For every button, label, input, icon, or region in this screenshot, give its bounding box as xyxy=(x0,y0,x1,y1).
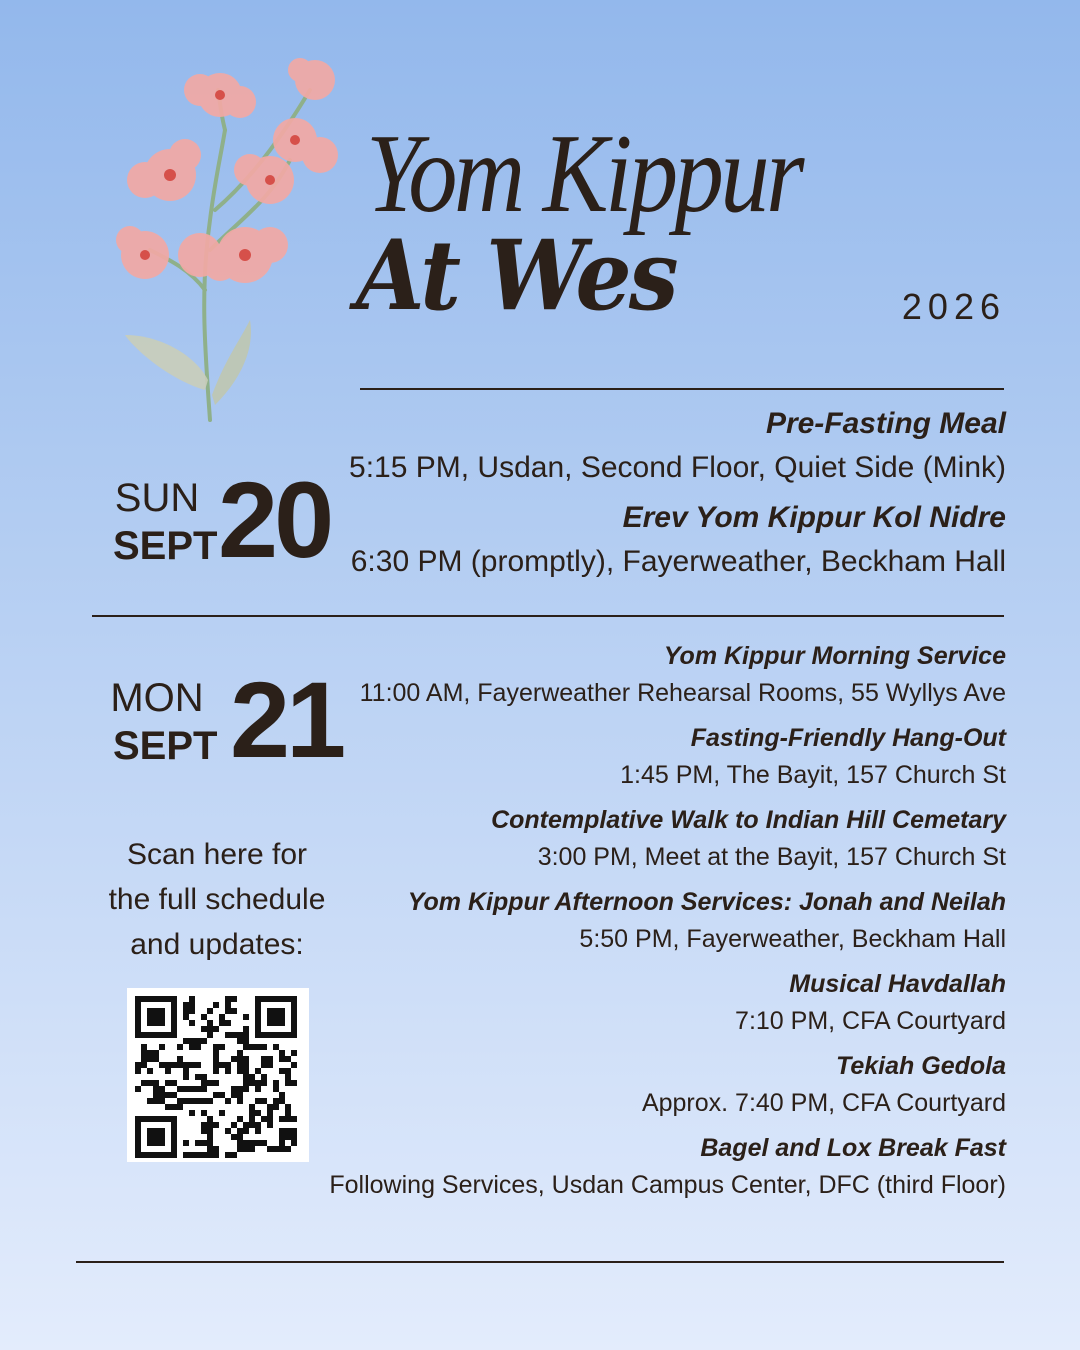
qr-module xyxy=(285,1056,291,1062)
event-title: Yom Kippur Morning Service xyxy=(663,642,1006,670)
qr-module xyxy=(279,1068,285,1074)
qr-module xyxy=(285,1128,291,1134)
qr-module xyxy=(243,1068,249,1074)
qr-module xyxy=(267,1116,273,1122)
qr-module xyxy=(195,1074,201,1080)
qr-module xyxy=(255,1068,261,1074)
day1-events xyxy=(306,407,1006,595)
qr-module xyxy=(231,1092,237,1098)
qr-module xyxy=(201,1128,207,1134)
qr-module xyxy=(159,1044,165,1050)
qr-module xyxy=(147,1128,165,1146)
qr-module xyxy=(183,1038,189,1044)
qr-module xyxy=(147,1080,153,1086)
qr-module xyxy=(159,1092,165,1098)
qr-module xyxy=(189,1098,195,1104)
qr-module xyxy=(249,1104,255,1110)
qr-module xyxy=(213,1080,219,1086)
qr-module xyxy=(219,1110,225,1116)
qr-module xyxy=(261,1056,267,1062)
qr-module xyxy=(147,1008,165,1026)
qr-module xyxy=(237,1140,243,1146)
qr-module xyxy=(231,1134,237,1140)
qr-module xyxy=(201,1086,207,1092)
year: 2026 xyxy=(901,286,1006,327)
qr-module xyxy=(207,1098,213,1104)
qr-module xyxy=(153,1080,159,1086)
qr-module xyxy=(153,1098,159,1104)
qr-module xyxy=(207,1008,213,1014)
qr-module xyxy=(237,1050,243,1056)
qr-module xyxy=(261,1140,267,1146)
qr-module xyxy=(285,1110,291,1116)
qr-module xyxy=(225,1002,231,1008)
qr-module xyxy=(183,1014,189,1020)
scan-prompt xyxy=(90,832,344,967)
qr-module xyxy=(249,1110,255,1116)
qr-module xyxy=(195,1098,201,1104)
qr-module xyxy=(231,1056,237,1062)
qr-module xyxy=(225,1152,231,1158)
qr-module xyxy=(213,1044,219,1050)
qr-module xyxy=(243,1032,249,1038)
qr-module xyxy=(189,1038,195,1044)
event-title: Bagel and Lox Break Fast xyxy=(700,1134,1006,1162)
qr-module xyxy=(255,1080,261,1086)
qr-module xyxy=(135,1086,141,1092)
qr-module xyxy=(189,1062,195,1068)
event-detail: 1:45 PM, The Bayit, 157 Church St xyxy=(620,761,1006,789)
qr-module xyxy=(243,1146,249,1152)
qr-module xyxy=(237,1056,243,1062)
qr-module xyxy=(255,1044,261,1050)
qr-module xyxy=(213,1122,219,1128)
qr-module xyxy=(285,1074,291,1080)
qr-module xyxy=(291,1134,297,1140)
qr-module xyxy=(225,1020,231,1026)
qr-module xyxy=(183,1098,189,1104)
qr-module xyxy=(243,1080,249,1086)
event-detail: 3:00 PM, Meet at the Bayit, 157 Church St xyxy=(537,843,1006,871)
qr-module xyxy=(171,1062,177,1068)
qr-module xyxy=(279,1050,285,1056)
qr-module xyxy=(219,1014,225,1020)
qr-module xyxy=(201,1014,207,1020)
qr-module xyxy=(243,1074,249,1080)
qr-module xyxy=(189,1044,195,1050)
title-line1: Yom Kippur xyxy=(366,112,801,236)
qr-module xyxy=(273,1146,279,1152)
qr-module xyxy=(237,1098,243,1104)
qr-module xyxy=(243,1140,249,1146)
event-title: Yom Kippur Afternoon Services: Jonah and Neilah xyxy=(407,888,1006,916)
qr-module xyxy=(267,1056,273,1062)
qr-module xyxy=(183,1074,189,1080)
qr-module xyxy=(177,1044,183,1050)
event-title: Musical Havdallah xyxy=(789,970,1006,998)
qr-module xyxy=(159,1086,165,1092)
divider-middle xyxy=(92,615,1004,617)
qr-module xyxy=(165,1062,171,1068)
event-detail: 5:50 PM, Fayerweather, Beckham Hall xyxy=(579,925,1006,953)
qr-module xyxy=(183,1152,189,1158)
qr-module xyxy=(255,1110,261,1116)
event-title: Erev Yom Kippur Kol Nidre xyxy=(622,501,1006,534)
qr-module xyxy=(213,1092,219,1098)
qr-module xyxy=(201,1152,207,1158)
qr-module xyxy=(261,1062,267,1068)
qr-module xyxy=(219,1044,225,1050)
qr-module xyxy=(285,1134,291,1140)
qr-module xyxy=(189,1008,195,1014)
qr-module xyxy=(261,1074,267,1080)
qr-module xyxy=(279,1140,285,1146)
scan-line3: and updates: xyxy=(130,928,304,961)
qr-module xyxy=(177,1062,183,1068)
scan-line2: the full schedule xyxy=(108,883,326,916)
qr-module xyxy=(225,1128,231,1134)
qr-module xyxy=(147,1056,153,1062)
qr-module xyxy=(165,1068,171,1074)
event-item xyxy=(306,887,1006,954)
qr-module xyxy=(213,1056,219,1062)
qr-module xyxy=(231,1086,237,1092)
qr-module xyxy=(273,1080,279,1086)
qr-module xyxy=(291,1050,297,1056)
qr-module xyxy=(177,1098,183,1104)
qr-module xyxy=(189,996,195,1002)
qr-module xyxy=(243,1026,249,1032)
qr-module xyxy=(147,1068,153,1074)
qr-module xyxy=(243,1044,249,1050)
qr-module xyxy=(225,1032,231,1038)
qr-module xyxy=(231,1122,237,1128)
qr-module xyxy=(255,1122,261,1128)
qr-module xyxy=(177,1056,183,1062)
event-item xyxy=(306,723,1006,790)
qr-module xyxy=(225,1098,231,1104)
qr-module xyxy=(183,1008,189,1014)
qr-module xyxy=(141,1050,147,1056)
qr-module xyxy=(285,1104,291,1110)
qr-module xyxy=(261,1044,267,1050)
qr-module xyxy=(207,1140,213,1146)
day2-date: 21 xyxy=(230,659,343,780)
event-item xyxy=(306,641,1006,708)
qr-module xyxy=(249,1116,255,1122)
qr-module xyxy=(285,1146,291,1152)
qr-module xyxy=(195,1140,201,1146)
qr-module xyxy=(243,1056,249,1062)
qr-module xyxy=(183,1068,189,1074)
qr-module xyxy=(207,1134,213,1140)
qr-module xyxy=(141,1044,147,1050)
qr-module xyxy=(273,1104,279,1110)
qr-module xyxy=(195,1152,201,1158)
qr-module xyxy=(261,1116,267,1122)
qr-module xyxy=(141,1056,147,1062)
qr-module xyxy=(243,1038,249,1044)
scan-line1: Scan here for xyxy=(126,838,308,871)
qr-module xyxy=(279,1098,285,1104)
qr-module xyxy=(189,1152,195,1158)
qr-module xyxy=(237,1086,243,1092)
day2-weekday: MON xyxy=(110,676,204,720)
qr-module xyxy=(267,1062,273,1068)
qr-module xyxy=(171,1080,177,1086)
qr-module xyxy=(249,1146,255,1152)
qr-module xyxy=(291,1062,297,1068)
qr-module xyxy=(231,1008,237,1014)
qr-module xyxy=(159,1062,165,1068)
qr-module xyxy=(207,1080,213,1086)
qr-module xyxy=(207,1122,213,1128)
qr-module xyxy=(255,1140,261,1146)
qr-module xyxy=(261,1080,267,1086)
qr-module xyxy=(243,1122,249,1128)
qr-module xyxy=(243,1086,249,1092)
day1-weekday: SUN xyxy=(114,476,200,520)
qr-module xyxy=(285,1080,291,1086)
qr-module xyxy=(273,1086,279,1092)
qr-module xyxy=(219,1020,225,1026)
qr-module xyxy=(237,1134,243,1140)
qr-module xyxy=(267,1008,285,1026)
title-line2: At Wes xyxy=(356,219,676,332)
qr-module xyxy=(231,996,237,1002)
event-detail: Following Services, Usdan Campus Center, DFC (third Floor) xyxy=(329,1171,1006,1199)
qr-module xyxy=(249,1140,255,1146)
qr-module xyxy=(207,1116,213,1122)
qr-module xyxy=(195,1086,201,1092)
event-detail: 5:15 PM, Usdan, Second Floor, Quiet Side (Mink) xyxy=(349,451,1006,484)
qr-module xyxy=(153,1086,159,1092)
qr-module xyxy=(153,1056,159,1062)
divider-top xyxy=(360,388,1004,390)
qr-module xyxy=(153,1092,159,1098)
qr-module xyxy=(177,1104,183,1110)
qr-module xyxy=(279,1128,285,1134)
qr-module xyxy=(141,1062,147,1068)
qr-module xyxy=(159,1098,165,1104)
event-item xyxy=(306,805,1006,872)
qr-module xyxy=(171,1092,177,1098)
qr-module xyxy=(237,1062,243,1068)
event-item xyxy=(306,407,1006,485)
qr-module xyxy=(255,1086,261,1092)
qr-module xyxy=(261,1098,267,1104)
qr-module xyxy=(207,1152,213,1158)
qr-module xyxy=(195,1044,201,1050)
qr-module xyxy=(285,1116,291,1122)
qr-module xyxy=(237,1128,243,1134)
qr-module xyxy=(255,1128,261,1134)
qr-module xyxy=(219,1092,225,1098)
qr-module xyxy=(291,1116,297,1122)
event-detail: 11:00 AM, Fayerweather Rehearsal Rooms, 55 Wyllys Ave xyxy=(359,679,1006,707)
qr-module xyxy=(201,1074,207,1080)
qr-module xyxy=(291,1128,297,1134)
qr-module xyxy=(213,1068,219,1074)
qr-module xyxy=(267,1110,273,1116)
qr-module xyxy=(279,1056,285,1062)
day2-events xyxy=(306,641,1006,1215)
qr-module xyxy=(219,1062,225,1068)
qr-module xyxy=(165,1104,171,1110)
qr-module xyxy=(249,1044,255,1050)
qr-module xyxy=(201,1026,207,1032)
qr-module xyxy=(189,1002,195,1008)
day1-month: SEPT xyxy=(113,524,218,568)
event-detail: 6:30 PM (promptly), Fayerweather, Beckham Hall xyxy=(350,545,1006,578)
qr-module xyxy=(291,1140,297,1146)
qr-module xyxy=(273,1044,279,1050)
qr-module xyxy=(231,1152,237,1158)
qr-module xyxy=(213,1146,219,1152)
event-title: Contemplative Walk to Indian Hill Cemetary xyxy=(491,806,1006,834)
qr-module xyxy=(147,1098,153,1104)
qr-module xyxy=(195,1062,201,1068)
qr-module xyxy=(177,1086,183,1092)
qr-module xyxy=(183,1062,189,1068)
qr-module xyxy=(153,1050,159,1056)
qr-module xyxy=(237,1146,243,1152)
qr-module xyxy=(237,1116,243,1122)
qr-module xyxy=(279,1134,285,1140)
qr-code-icon[interactable] xyxy=(127,988,309,1162)
qr-module xyxy=(201,1110,207,1116)
qr-module xyxy=(213,1050,219,1056)
event-title: Pre-Fasting Meal xyxy=(765,407,1006,440)
event-detail: 7:10 PM, CFA Courtyard xyxy=(735,1007,1006,1035)
qr-module xyxy=(171,1104,177,1110)
qr-module xyxy=(243,1062,249,1068)
qr-module xyxy=(207,1020,213,1026)
qr-module xyxy=(189,1020,195,1026)
flower-illustration xyxy=(110,50,360,440)
qr-module xyxy=(201,1122,207,1128)
qr-module xyxy=(273,1098,279,1104)
day2-month: SEPT xyxy=(113,724,218,768)
qr-module xyxy=(189,1110,195,1116)
qr-module xyxy=(267,1122,273,1128)
qr-module xyxy=(243,1128,249,1134)
qr-module xyxy=(279,1116,285,1122)
qr-module xyxy=(213,1026,219,1032)
qr-module xyxy=(237,1032,243,1038)
qr-module xyxy=(249,1080,255,1086)
qr-module xyxy=(267,1146,273,1152)
event-detail: Approx. 7:40 PM, CFA Courtyard xyxy=(641,1089,1006,1117)
qr-module xyxy=(213,1002,219,1008)
qr-module xyxy=(291,1080,297,1086)
qr-module xyxy=(135,1062,141,1068)
qr-module xyxy=(225,996,231,1002)
qr-module xyxy=(183,1002,189,1008)
qr-module xyxy=(285,1068,291,1074)
qr-module xyxy=(183,1086,189,1092)
qr-module xyxy=(207,1032,213,1038)
qr-module xyxy=(267,1104,273,1110)
event-title: Fasting-Friendly Hang-Out xyxy=(690,724,1006,752)
qr-module xyxy=(207,1146,213,1152)
qr-module xyxy=(147,1050,153,1056)
qr-module xyxy=(225,1068,231,1074)
qr-module xyxy=(231,1032,237,1038)
qr-module xyxy=(255,1098,261,1104)
qr-module xyxy=(165,1080,171,1086)
qr-module xyxy=(165,1092,171,1098)
qr-module xyxy=(249,1122,255,1128)
event-item xyxy=(306,501,1006,579)
qr-module xyxy=(141,1080,147,1086)
qr-module xyxy=(225,1008,231,1014)
event-title: Tekiah Gedola xyxy=(836,1052,1006,1080)
day1-date: 20 xyxy=(218,459,331,580)
qr-module xyxy=(249,1074,255,1080)
qr-module xyxy=(201,1080,207,1086)
qr-module xyxy=(237,1068,243,1074)
qr-module xyxy=(195,1038,201,1044)
qr-module xyxy=(213,1152,219,1158)
event-item xyxy=(306,1051,1006,1118)
qr-module xyxy=(135,1068,141,1074)
qr-module xyxy=(237,1038,243,1044)
qr-module xyxy=(279,1146,285,1152)
event-item xyxy=(306,969,1006,1036)
event-item xyxy=(306,1133,1006,1200)
divider-bottom xyxy=(76,1261,1004,1263)
qr-module xyxy=(189,1086,195,1092)
qr-module xyxy=(201,1098,207,1104)
qr-module xyxy=(237,1092,243,1098)
qr-module xyxy=(279,1092,285,1098)
qr-module xyxy=(201,1038,207,1044)
qr-module xyxy=(201,1140,207,1146)
qr-module xyxy=(207,1128,213,1134)
qr-module xyxy=(213,1062,219,1068)
qr-module xyxy=(225,1062,231,1068)
qr-module xyxy=(243,1014,249,1020)
qr-module xyxy=(207,1026,213,1032)
qr-module xyxy=(183,1140,189,1146)
